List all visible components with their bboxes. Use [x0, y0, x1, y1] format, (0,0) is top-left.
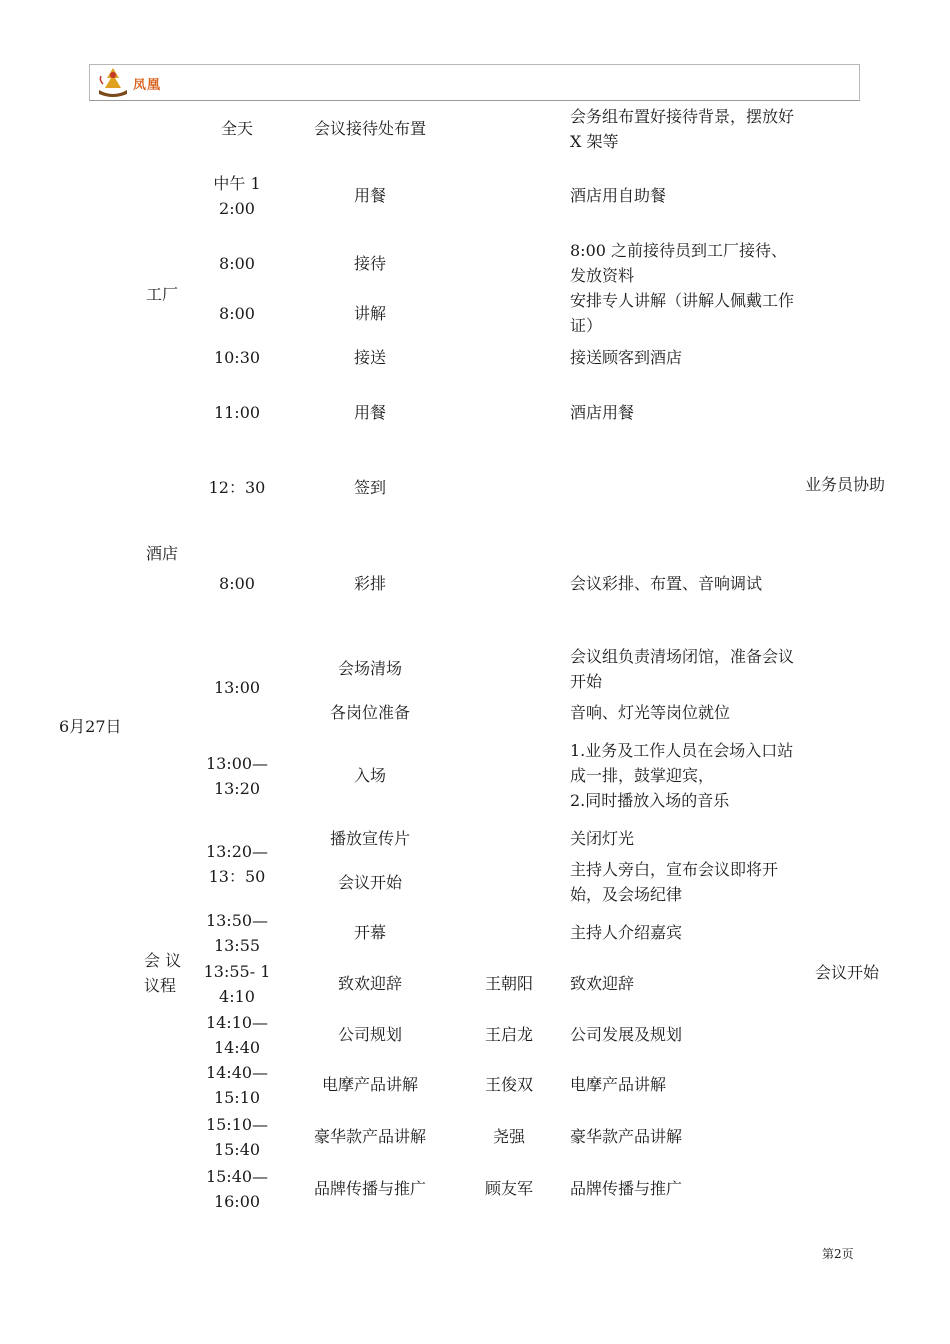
row-desc: 致欢迎辞: [570, 974, 635, 993]
phoenix-mascot-icon: [95, 66, 131, 102]
row-desc: 接送顾客到酒店: [570, 348, 683, 367]
row-desc: 关闭灯光: [570, 829, 635, 848]
row-item: 开幕: [353, 923, 386, 942]
date-label: 6月27日: [59, 717, 122, 736]
row-speaker: 王启龙: [484, 1025, 533, 1044]
row-speaker: 顾友军: [484, 1179, 533, 1198]
row-time: 11:00: [213, 403, 261, 422]
row-desc: 公司发展及规划: [570, 1025, 683, 1044]
page-header: [89, 64, 860, 101]
row-time: 8:00: [219, 304, 255, 323]
row-time: 中午 12:00: [213, 174, 261, 218]
location-factory: 工厂: [146, 285, 179, 304]
row-desc: 安排专人讲解（讲解人佩戴工作证）: [570, 291, 795, 335]
row-desc: 电摩产品讲解: [570, 1075, 667, 1094]
row-item: 入场: [353, 766, 386, 785]
row-item: 豪华款产品讲解: [313, 1127, 426, 1146]
row-time: 13:20— 13：50: [205, 842, 269, 886]
row-item: 播放宣传片: [329, 829, 410, 848]
row-desc: 会议彩排、布置、音响调试: [570, 574, 763, 593]
row-speaker: 尧强: [492, 1127, 525, 1146]
row-desc: 主持人介绍嘉宾: [570, 923, 683, 942]
row-item: 接送: [353, 348, 386, 367]
page-number: 第2页: [822, 1247, 854, 1261]
row-speaker: 王俊双: [484, 1075, 533, 1094]
row-item: 会场清场: [337, 659, 402, 678]
row-item: 电摩产品讲解: [321, 1075, 418, 1094]
row-speaker: 王朝阳: [484, 974, 533, 993]
row-desc: 主持人旁白，宣布会议即将开始，及会场纪律: [570, 860, 779, 904]
row-time: 13:55- 14:10: [203, 962, 271, 1006]
row-time: 8:00: [219, 574, 255, 593]
row-desc: 音响、灯光等岗位就位: [570, 703, 731, 722]
row-item: 会议接待处布置: [313, 119, 426, 138]
row-item: 公司规划: [337, 1025, 402, 1044]
row-desc: 会议组负责清场闭馆，准备会议开始: [570, 647, 795, 691]
row-desc: 酒店用餐: [570, 403, 635, 422]
location-hotel: 酒店: [146, 544, 179, 563]
logo-text: 凤凰: [133, 78, 162, 93]
row-time: 15:40— 16:00: [205, 1167, 269, 1211]
row-time: 10:30: [213, 348, 261, 367]
row-desc: 豪华款产品讲解: [570, 1127, 683, 1146]
row-desc: 会务组布置好接待背景，摆放好 X 架等: [570, 107, 795, 151]
row-time: 全天: [220, 119, 253, 138]
row-item: 会议开始: [337, 873, 402, 892]
location-agenda: 会 议 议程: [144, 951, 182, 995]
row-desc: 品牌传播与推广: [570, 1179, 683, 1198]
row-item: 用餐: [353, 186, 386, 205]
row-desc: 2.同时播放入场的音乐: [570, 791, 730, 810]
row-item: 品牌传播与推广: [313, 1179, 426, 1198]
row-desc: 1.业务及工作人员在会场入口站成一排，鼓掌迎宾，: [570, 741, 794, 785]
note-salesman-assist: 业务员协助: [805, 475, 886, 494]
row-item: 讲解: [353, 304, 386, 323]
row-item: 彩排: [353, 574, 386, 593]
row-desc: 酒店用自助餐: [570, 186, 667, 205]
row-time: 14:40— 15:10: [205, 1063, 269, 1107]
row-time: 13:00— 13:20: [205, 754, 269, 798]
row-item: 致欢迎辞: [337, 974, 402, 993]
row-time: 12：30: [208, 478, 266, 497]
row-time: 13:50— 13:55: [205, 911, 269, 955]
row-time: 15:10— 15:40: [205, 1115, 269, 1159]
row-desc: 8:00 之前接待员到工厂接待、发放资料: [570, 241, 788, 285]
row-time: 14:10— 14:40: [205, 1013, 269, 1057]
note-meeting-start: 会议开始: [815, 963, 880, 982]
row-time: 8:00: [219, 254, 255, 273]
row-item: 接待: [353, 254, 386, 273]
row-item: 各岗位准备: [329, 703, 410, 722]
row-item: 用餐: [353, 403, 386, 422]
row-time: 13:00: [213, 678, 261, 697]
row-item: 签到: [353, 478, 386, 497]
logo: [95, 67, 161, 100]
